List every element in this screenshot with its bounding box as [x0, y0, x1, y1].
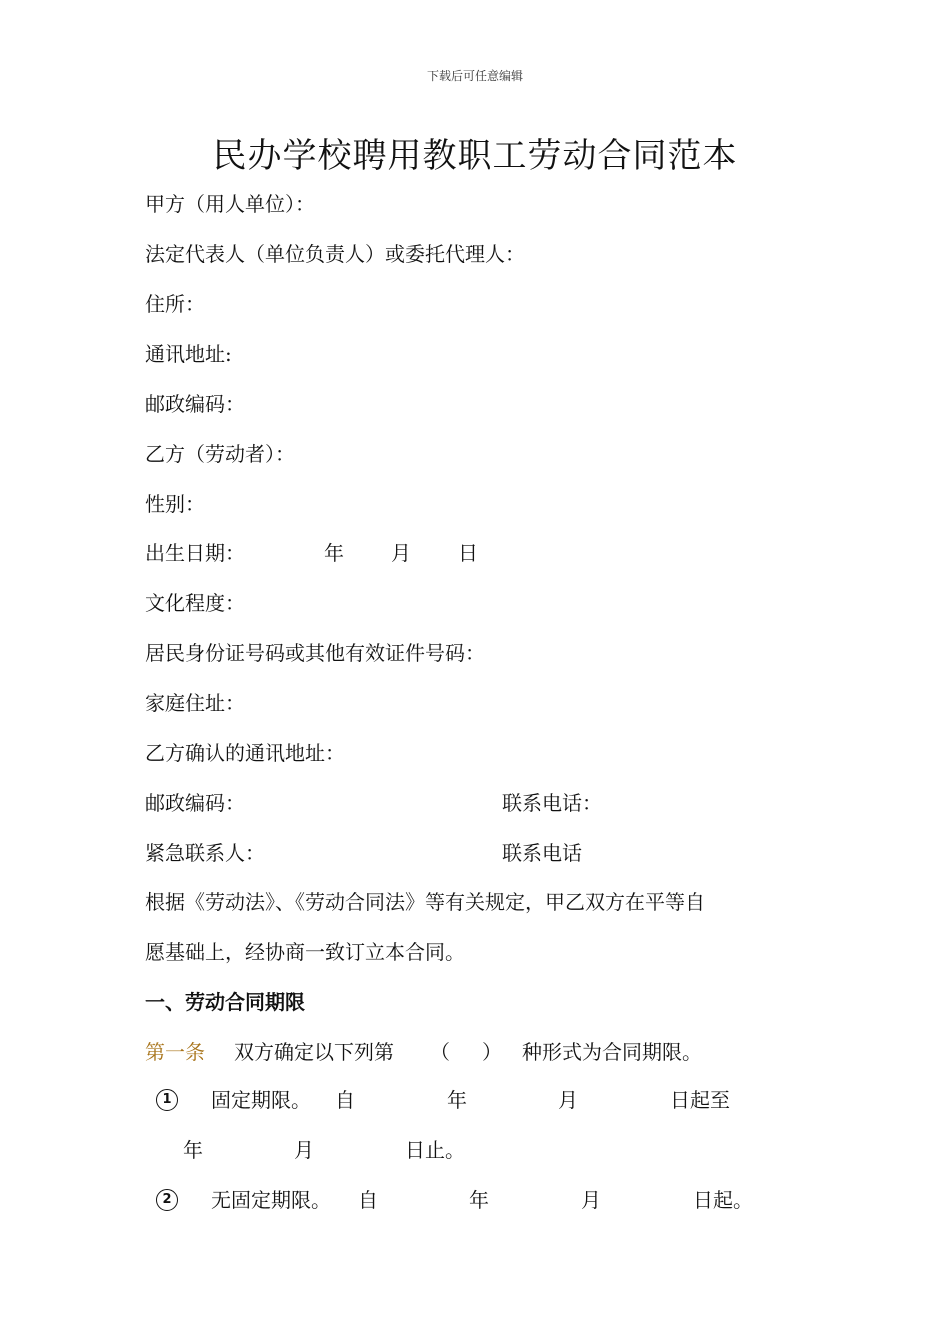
option-1-year: 年	[447, 1088, 467, 1112]
article-paren-open: （	[430, 1040, 450, 1064]
id-number-field: 居民身份证号码或其他有效证件号码：	[145, 641, 485, 665]
circled-number-2: 2	[156, 1189, 178, 1211]
party-a-field: 甲方（用人单位）：	[145, 192, 315, 216]
birth-day-label: 日	[458, 541, 478, 565]
document-title: 民办学校聘用教职工劳动合同范本	[212, 136, 738, 176]
birth-month-label: 月	[391, 541, 411, 565]
preamble-line-1: 根据《劳动法》、《劳动合同法》等有关规定，甲乙双方在平等自	[145, 890, 705, 914]
gender-field: 性别：	[145, 492, 205, 516]
option-2-year: 年	[469, 1188, 489, 1212]
option-1-text: 固定期限。	[211, 1088, 311, 1112]
legal-rep-field: 法定代表人（单位负责人）或委托代理人：	[145, 242, 525, 266]
postal-code-b-field: 邮政编码：	[145, 791, 245, 815]
circled-number-1: 1	[156, 1089, 178, 1111]
party-b-field: 乙方（劳动者）：	[145, 442, 295, 466]
page-header: 下载后可任意编辑	[426, 69, 523, 83]
option-1-day-from: 日起至	[670, 1088, 730, 1112]
article-paren-close: ）	[482, 1040, 502, 1064]
phone-b-field: 联系电话：	[502, 791, 602, 815]
article-text: 双方确定以下列第	[234, 1040, 394, 1064]
section-heading: 一、劳动合同期限	[145, 990, 305, 1014]
option-2-marker	[156, 1184, 178, 1211]
preamble-line-2: 愿基础上，经协商一致订立本合同。	[145, 940, 465, 964]
home-address-field: 家庭住址：	[145, 691, 245, 715]
option-2-month: 月	[581, 1188, 601, 1212]
option-1-month-2: 月	[294, 1138, 314, 1162]
option-2-text: 无固定期限。	[211, 1188, 331, 1212]
birth-date-field: 出生日期：	[145, 541, 245, 565]
option-1-from: 自	[335, 1088, 355, 1112]
education-field: 文化程度：	[145, 591, 245, 615]
option-1-day-to: 日止。	[405, 1138, 465, 1162]
option-1-year-2: 年	[183, 1138, 203, 1162]
emergency-contact-field: 紧急联系人：	[145, 841, 265, 865]
emergency-phone-field: 联系电话	[502, 841, 582, 865]
birth-year-label: 年	[324, 541, 344, 565]
option-2-day-from: 日起。	[693, 1188, 753, 1212]
b-mailing-address-field: 乙方确认的通讯地址：	[145, 741, 345, 765]
option-1-month: 月	[558, 1088, 578, 1112]
mailing-address-field: 通讯地址:	[145, 342, 232, 366]
article-tail: 种形式为合同期限。	[522, 1040, 702, 1064]
postal-code-a-field: 邮政编码：	[145, 392, 245, 416]
option-2-from: 自	[358, 1188, 378, 1212]
residence-field: 住所：	[145, 292, 205, 316]
option-1-marker	[156, 1084, 178, 1111]
article-label: 第一条	[145, 1040, 205, 1064]
